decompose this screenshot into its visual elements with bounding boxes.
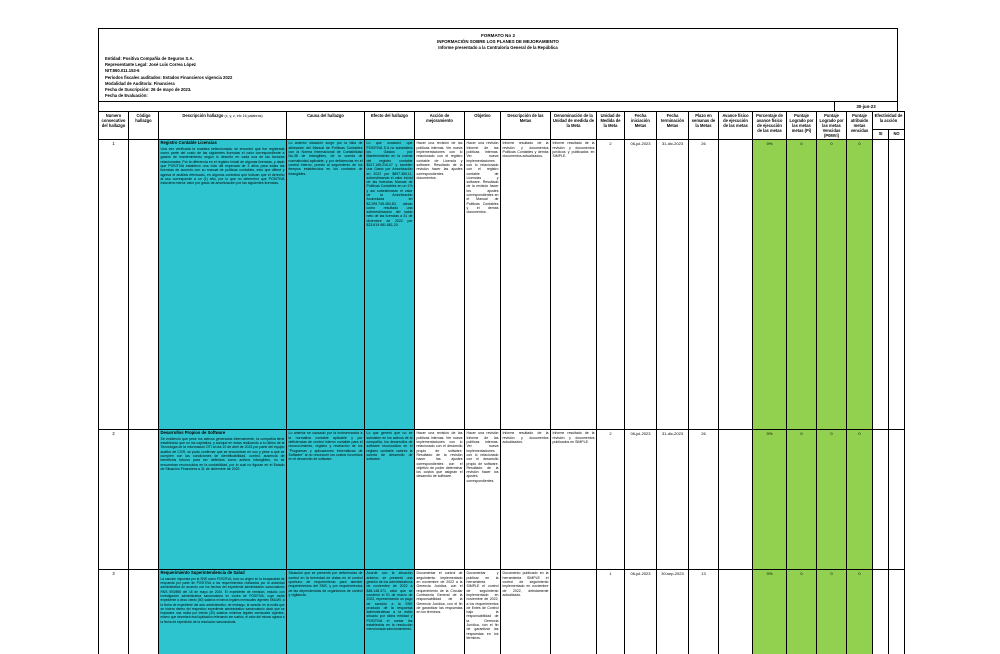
plan-table xyxy=(98,111,905,654)
cell-denominacion xyxy=(551,570,597,654)
hallazgo-text: Una vez verificada la muestra seleccionada, se encontró que fue registrada como parte del costo de las siguientes licencias el valor correspondiente a gastos de mantenimiento según lo descrito en cada una de las facturas relacionadas. Por la diferencia en el registro inicial de algunas licencias, y dado que POSITIVA establecó una vida útil esperada de 3 años para todas las licencias de acuerdo con su manual de políticas contables, esto que difiere y agrava el análisis efectuado, en algunos contratos que indican que el derecho al uso corresponde a un (1) año, por lo que no determinó que POSITIVA estuviera menor valor por gasto de amortización por las siguientes licencias. xyxy=(160,146,285,186)
cell-codigo xyxy=(129,430,159,570)
col-avance: Avance físico de ejecución de las metas xyxy=(719,112,753,140)
col-causa: Causa del hallazgo xyxy=(287,112,365,140)
table-row xyxy=(99,140,905,430)
cell-efecto: Lo que ocasionó que POSITIVA S.A no subsistiera los Gastos por Mantenimiento en la cuenta del registro contable $317.165.216,47 y también una Gasto por Amortización en 2022 por $897.365,11, sobrestimando el valor inicial de las licencias Manual de Políticas Contables en un 1% y así subestimaran el valor de la Amortización Acumulada en $2.299.745.450,83, dando como resultado una sobreestimación del saldo neto de las licencias a 31 de diciembre de 2022 por $23.619.981.881,20. xyxy=(365,140,415,430)
cell-plazo: 13 xyxy=(689,570,719,654)
cell-numero: 3 xyxy=(99,570,129,654)
col-efectividad-si: SI xyxy=(873,129,889,140)
hallazgo-title: Requerimiento Superintendencia de Salud xyxy=(160,570,245,576)
cell-codigo xyxy=(129,570,159,654)
col-plazo: Plazo en semanas de la Metas xyxy=(689,112,719,140)
hallazgo-text: La sanción impuesta por la SNS como POSITIVA, tuvo su origen en la incapacidad de respuesta por parte de POSITIVA a los requerimientos realizados por la autoridad administrativa de acuerdo con los hechos del expediente administrativo sancionatorio PAIS 593/898 del 18 de mayo de 2020. El expediente de remisión, estudio con investigación administrativa sancionatoria en contra de POSITIVA, cuyo multa expediente a cinco ciento (50) salarios mínimos legales mensuales vigentes SMLMV, a la fecha de expediente del acto administrativo; de embargo, la sanción en la multa que se hiciera dentro del respectivo expediente administrativo sancionatorio dado que se impusiera una multa por treinta (30) salarios mínimos legales mensuales vigentes, mismo que decretará esa liquidación reiterando ser sueldo, el valor del mismo agrava a la fecha de expedición de la resolución sancionatoria. xyxy=(160,576,285,624)
cell-avance xyxy=(719,430,753,570)
hallazgo-text: Se evidenció que pese los activos generados internamente, la compañía tiene establecido que no los capitaliza, y aunque en estas realizando a lo último de la Tecnología de la información OTI al día 10 de abril de 2023 por parte del equipo auditor de CGR, se pudo confirmar que se encuentran en uso y pese a que se cumplen con las condiciones de identificabilidad, control, ausencia de beneficios futuros para ser definidos como activos intangibles, no se encuentran reconocidos en la contabilidad, por lo cual no figuran en el Estado de Situación Financiera a 31 de diciembre de 2022. xyxy=(160,436,285,471)
form-code: FORMATO No 2 xyxy=(480,33,516,38)
cell-descripcion-metas: Informe resultado de la revisión y documentos Políticas Contables y demás documentos actualizados. xyxy=(501,140,551,430)
entidad-line: Entidad: Positiva Compañía de Seguros S.A. xyxy=(105,56,194,61)
col-efecto: Efecto del hallazgo xyxy=(365,112,415,140)
cell-puntaje-metas: 0 xyxy=(787,430,817,570)
plan-mejoramiento-document xyxy=(98,28,903,654)
cell-descripcion-metas: Documento publicado en la herramienta SIMPLE el control de seguimiento implementado en noviembre de 2022, debidamente actualizado. xyxy=(501,570,551,654)
cell-objetivo: Hacer una revisión Informe de las políticas internas. Ver nueva implementaciones con lo relacionado con el desarrollo propio de software. Resultado de la revisión hacer los ajustes correspondientes. xyxy=(465,430,501,570)
cell-unidad: 2 xyxy=(597,140,625,430)
cell-porcentaje: 0% xyxy=(753,430,787,570)
cell-fecha-fin: 30-sep-2023 xyxy=(657,570,689,654)
fecha-suscripcion-line: Fecha de Suscripción: 26 de mayo de 2023. xyxy=(105,87,192,93)
col-puntaje-metas: Puntaje Logrado por las metas metas (Pi) xyxy=(787,112,817,140)
cell-fecha-inicio: 06-jul-2023 xyxy=(625,430,657,570)
cell-efectividad-no xyxy=(889,430,905,570)
modalidad-line: Modalidad de Auditoría: Financiera xyxy=(105,80,175,86)
cell-denominacion: Informe resultado de la revisión y documentos jurídicos y publicados en SIMPLE. xyxy=(551,140,597,430)
cell-fecha-fin: 31-dic-2023 xyxy=(657,140,689,430)
col-efectividad: Efectividad de la acción xyxy=(873,112,905,129)
col-denominacion: Denominación de la Unidad de medida de la Meta xyxy=(551,112,597,140)
col-fecha-fin: Fecha terminación Metas xyxy=(657,112,689,140)
cell-puntaje-vencidas: 0 xyxy=(817,140,847,430)
cell-fecha-inicio: 06-jul-2023 xyxy=(625,570,657,654)
cell-porcentaje: 0% xyxy=(753,570,787,654)
cell-efectividad-si xyxy=(873,430,889,570)
col-fecha-inicio: Fecha iniciación Metas xyxy=(625,112,657,140)
col-puntaje-vencidas: Puntaje Logrado por las metas Vencidas (P0MVi) xyxy=(817,112,847,140)
col-numero: Numero consecutivo del hallazgo xyxy=(99,112,129,140)
cell-causa: Lo anterior situación surge por la falta de alineación del Manual de Políticas Contables con la Norma Internacional de Contabilidad No.38 de Intangibles, de la cuenta de normatividad aplicable, y por deficiencias en el control interno, puesto al seguimiento de los tiempos establecidos en los contratos de intangibles. xyxy=(287,140,365,430)
cell-numero: 2 xyxy=(99,430,129,570)
cell-puntaje-vencidas: 0 xyxy=(817,570,847,654)
cell-efectividad-si xyxy=(873,140,889,430)
table-row xyxy=(99,430,905,570)
col-porcentaje: Porcentaje de avance físico de ejecución de las metas xyxy=(753,112,787,140)
col-descripcion-metas: Descripción de las Metas xyxy=(501,112,551,140)
col-objetivo: Objetivo xyxy=(465,112,501,140)
cell-plazo: 26 xyxy=(689,430,719,570)
nit-line: NIT:860.011.153-6 xyxy=(105,68,140,74)
cell-porcentaje: 0% xyxy=(753,140,787,430)
cell-puntaje-metas: 0 xyxy=(787,570,817,654)
cell-efectividad-no xyxy=(889,570,905,654)
cell-puntaje-metas: 0 xyxy=(787,140,817,430)
cell-descripcion-hallazgo xyxy=(159,430,287,570)
col-efectividad-no: NO xyxy=(889,129,905,140)
table-row xyxy=(99,570,905,654)
col-codigo: Código hallazgo xyxy=(129,112,159,140)
table-header-row xyxy=(99,112,905,129)
form-header xyxy=(98,28,898,53)
col-descripcion-hallazgo xyxy=(159,112,287,140)
col-accion: Acción de mejoramiento xyxy=(415,112,465,140)
cell-accion: Hacer una revisión de las políticas internas. Ver nueva implementaciones con lo relacionado con el registro contable de Licencia y software. Resultado de la revisión hacer las ajustes correspondientes documentos. xyxy=(415,140,465,430)
col-unidad-medida: Unidad de Medida de la Meta xyxy=(597,112,625,140)
cell-unidad: 1 xyxy=(597,570,625,654)
evaluation-date-value: 30-jun-23 xyxy=(834,102,897,111)
representante-line: Representante Legal: José Luis Correa López xyxy=(105,62,196,68)
cell-efectividad-no xyxy=(889,140,905,430)
fecha-evaluacion-line: Fecha de Evaluación: xyxy=(105,93,148,99)
form-subtitle: Informe presentado a la Contraloría General de la República xyxy=(438,45,558,50)
cell-accion: Documentar el control de seguimiento implementado en noviembre de 2022 a la Gerencia Jurídica, con el requerimiento de la Circular Contraloría General de la responsabilidad de la Gerencia Jurídica, con el fin de garantizar las respuestas en los términos. xyxy=(415,570,465,654)
cell-fecha-fin: 31-dic-2023 xyxy=(657,430,689,570)
cell-causa: Lo anterior se causado por la inobservancia a la normativa contable aplicable y por deficiencias de control interno contable para el reconocimiento, registro y revelación de los "Programas y aplicaciones informáticas de Software" al no reconocer los costos incurridos en el desarrollo de software. xyxy=(287,430,365,570)
col-puntaje-atribuido: Puntaje atribuido metas vencidas xyxy=(847,112,873,140)
cell-puntaje-vencidas: 0 xyxy=(817,430,847,570)
form-title: INFORMACIÓN SOBRE LOS PLANES DE MEJORAMIENTO xyxy=(437,39,559,44)
entity-identification xyxy=(98,53,898,101)
cell-efecto: Acorde con la situación anterior, se presentó una gestión de los administrativos de noviembre de 2022 a $48.148.371, valor que se condenó el 01 de marzo de 2022, representando un pago de sanción a la SNS producto de la respuesta administrativas a la estilo situado por dicha entidad y POSITIVA el contar las establecida en la resolución mencionada sancionamiento. xyxy=(365,570,415,654)
cell-codigo xyxy=(129,140,159,430)
cell-efectividad-si xyxy=(873,570,889,654)
cell-numero: 1 xyxy=(99,140,129,430)
cell-objetivo: Hacer una revisión Informe de las políticas internas. Ver nueva implementaciones con lo relacionado con el registro contable de Licencias y software. Resultado de la revisión hacer los ajustes correspondientes en el Manual de Políticas Contables y el demás documentos. xyxy=(465,140,501,430)
cell-puntaje-atribuido: 0 xyxy=(847,140,873,430)
cell-fecha-inicio: 06-jul-2023 xyxy=(625,140,657,430)
cell-objetivo: Documentar y publicar en la herramienta SIMPLE el control de seguimiento implementado en noviembre de 2022, a los requerimientos de Entes de Control bajo la responsabilidad de la Gerencia Jurídica, con el fin de garantizar las respuestas en los términos. xyxy=(465,570,501,654)
cell-descripcion-metas: Informe resultado de la revisión y documentos actualizados. xyxy=(501,430,551,570)
cell-accion: Hacer una revisión de las políticas internas. Ver nueva implementaciones con lo relacionado con el desarrollo propio de software. Resultado de la revisión hacer las ajustes correspondientes con el objetivo de poder determinar los costos que asignan el desarrollo de software. xyxy=(415,430,465,570)
cell-descripcion-hallazgo xyxy=(159,570,287,654)
cell-puntaje-atribuido: 0 xyxy=(847,570,873,654)
cell-puntaje-atribuido: 0 xyxy=(847,430,873,570)
hallazgo-title: Desarrollos Propios de Software xyxy=(160,430,226,436)
cell-efecto: Lo que generó que no se subsisten en los activos de la compañía, los desarrollos de software reconocidos en el registro contable valores la cuenta de desarrollo de software. xyxy=(365,430,415,570)
cell-unidad: 2 xyxy=(597,430,625,570)
cell-avance xyxy=(719,140,753,430)
cell-plazo: 26 xyxy=(689,140,719,430)
cell-avance xyxy=(719,570,753,654)
periodos-line: Períodos fiscales auditados: Estados Financieros vigencia 2022 xyxy=(105,74,233,80)
col-descripcion-hallazgo-sub: (x, y, z, etc 16 palabras) xyxy=(224,114,263,119)
hallazgo-title: Registro Contable Licencias xyxy=(160,140,217,146)
cell-denominacion: Informe resultado de la revisión y documentos publicados en SIMPLE. xyxy=(551,430,597,570)
evaluation-date-row xyxy=(98,101,898,111)
cell-causa: Situación que se presentó por deficiencias de control en la brevedad de vistas en el control oportuno de requerimiento para atender requerimientos del SNS, y por requerimientos de las dependencias de organismos de control y vigilancia. xyxy=(287,570,365,654)
cell-descripcion-hallazgo xyxy=(159,140,287,430)
col-descripcion-hallazgo-label: Descripción hallazgo xyxy=(182,113,224,119)
